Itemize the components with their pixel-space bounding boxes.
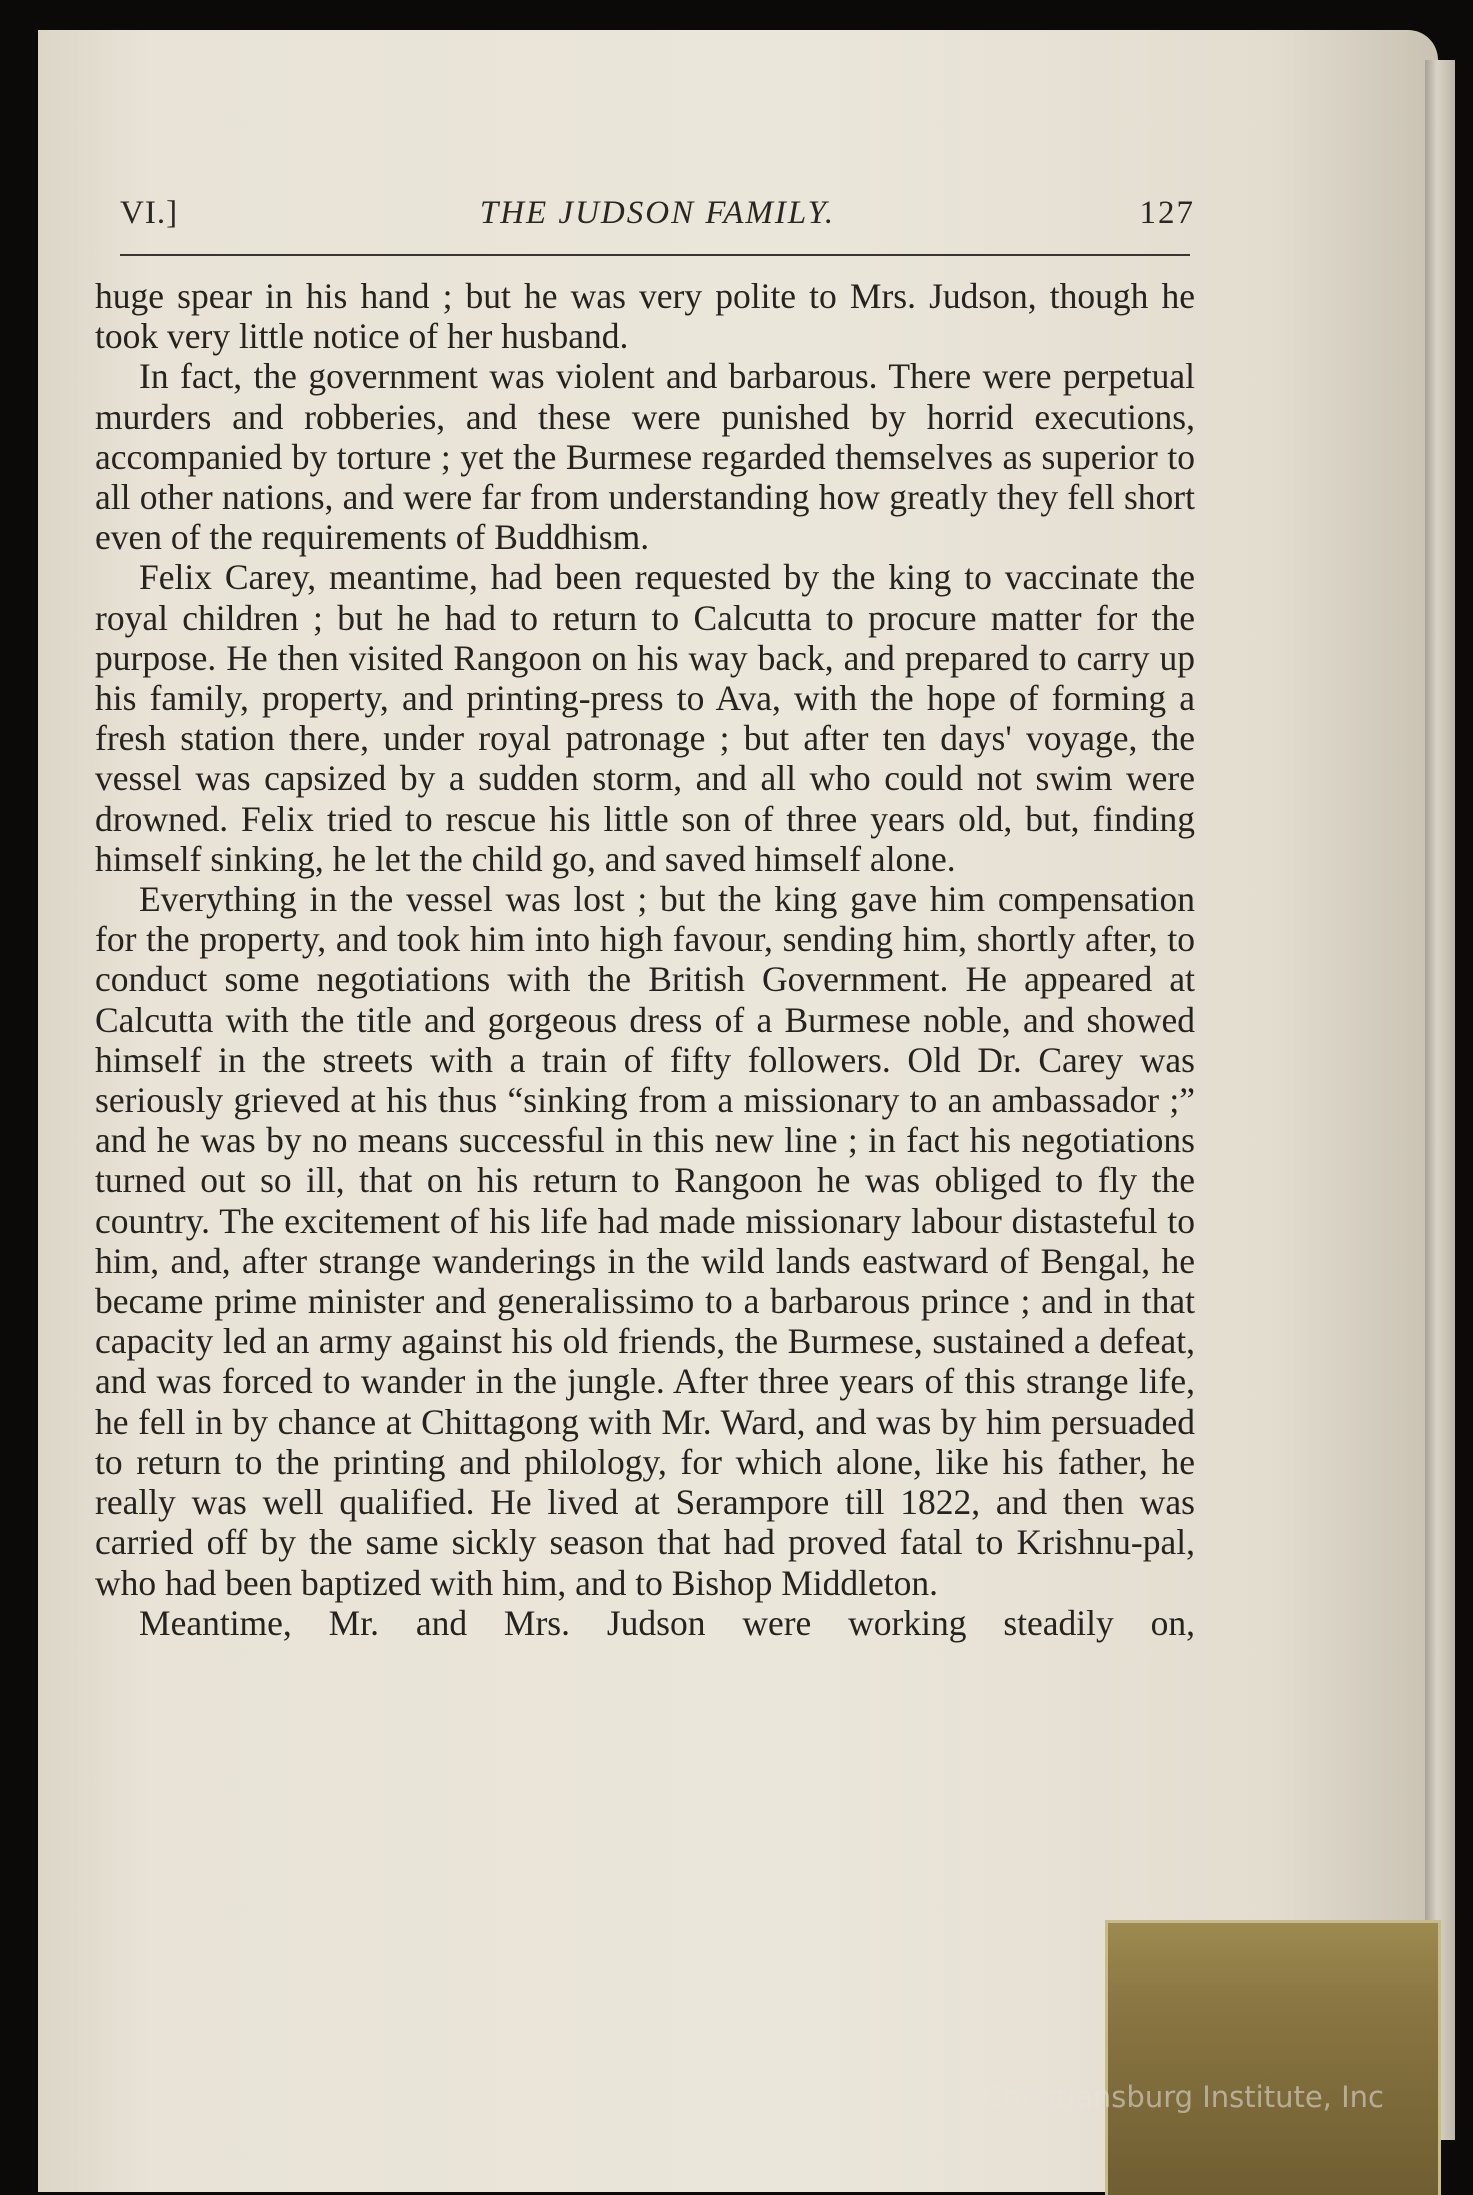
paragraph: In fact, the government was violent and barbarous. There were perpetual murders and robberies, and these were punished by horrid executions, accompanied by torture ; yet the Burmese regarded themselves as superior to all other nations, and were far from understanding how greatly they fell short even of the requirements of Buddhism. [95,356,1195,558]
paragraph: Felix Carey, meantime, had been requested by the king to vaccinate the royal children ; but he had to return to Calcutta to procure matter for the purpose. He then visited Rangoon on his way back, and prepared to carry up his family, property, and printing-press to Ava, with the hope of forming a fresh station there, under royal patronage ; but after ten days' voyage, the vessel was capsized by a sudden storm, and all who could not swim were drowned. Felix tried to rescue his little son of three years old, but, finding himself sinking, he let the child go, and saved himself alone. [95,557,1195,879]
body-text [95,276,1195,1643]
page-number: 127 [1139,195,1195,231]
header-rule [120,254,1190,256]
running-title: THE JUDSON FAMILY. [479,195,836,231]
chapter-marker: VI.] [120,195,179,231]
gold-bookmark-tab [1105,1920,1441,2195]
watermark: Christiansburg Institute, Inc [982,2080,1384,2114]
running-header [120,195,1195,245]
paragraph: Everything in the vessel was lost ; but the king gave him compensation for the property, and took him into high favour, sending him, shortly after, to conduct some negotiations with the British Government. He appeared at Calcutta with the title and gorgeous dress of a Burmese noble, and showed himself in the streets with a train of fifty followers. Old Dr. Carey was seriously grieved at his thus “sinking from a missionary to an ambassador ;” and he was by no means successful in this new line ; in fact his negotiations turned out so ill, that on his return to Rangoon he was obliged to fly the country. The excitement of his life had made missionary labour distasteful to him, and, after strange wanderings in the wild lands eastward of Bengal, he became prime minister and generalissimo to a barbarous prince ; and in that capacity led an army against his old friends, the Burmese, sustained a defeat, and was forced to wander in the jungle. After three years of this strange life, he fell in by chance at Chittagong with Mr. Ward, and was by him persuaded to return to the printing and philology, for which alone, like his father, he really was well qualified. He lived at Serampore till 1822, and then was carried off by the same sickly season that had proved fatal to Krishnu-pal, who had been baptized with him, and to Bishop Middleton. [95,879,1195,1603]
paragraph: Meantime, Mr. and Mrs. Judson were working steadily on, [139,1602,1195,1643]
paragraph: huge spear in his hand ; but he was very polite to Mrs. Judson, though he took very little notice of her husband. [95,276,1195,357]
page-edge [1425,60,1455,2140]
